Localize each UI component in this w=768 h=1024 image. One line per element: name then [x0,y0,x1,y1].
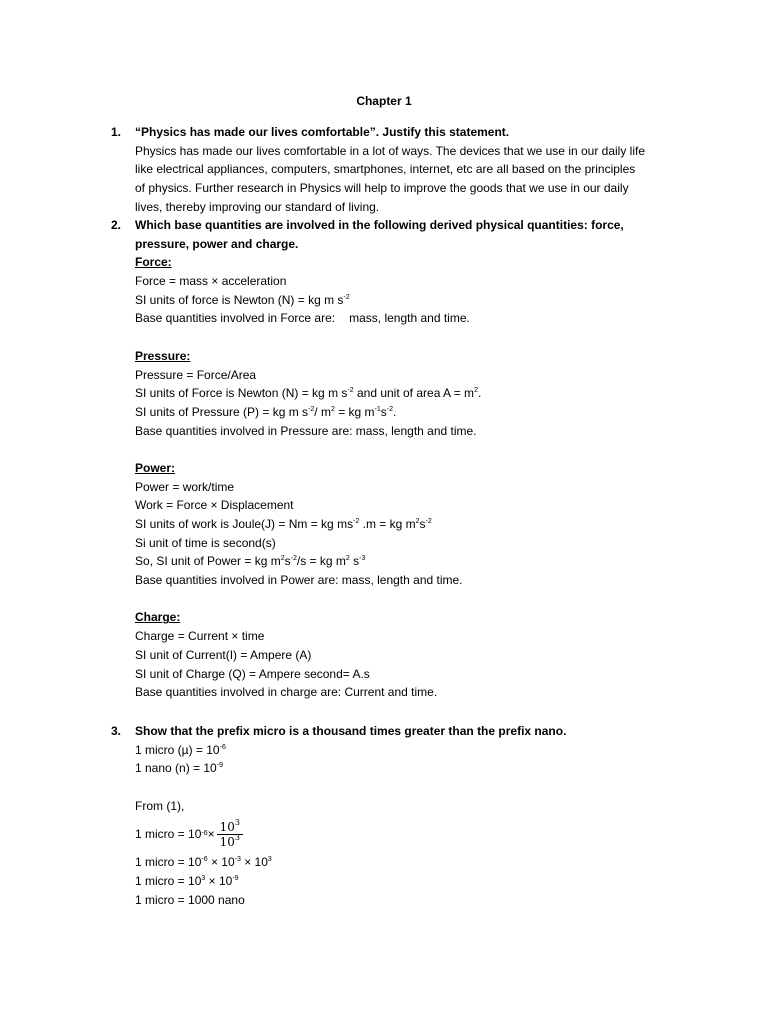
power-heading: Power: [135,460,176,475]
q3-number: 3. [111,724,122,738]
q1-answer-line: of physics. Further research in Physics will help to improve the goods that we use in our daily [135,181,629,196]
q3-block [135,722,695,910]
chapter-title: Chapter 1 [356,94,412,108]
power-line: Base quantities involved in Power are: mass, length and time. [135,573,463,588]
q2-question-line: Which base quantities are involved in the following derived physical quantities: force, [135,218,624,232]
force-line: Force = mass × acceleration [135,274,287,289]
power-line: So, SI unit of Power = kg $m^2s^{-2}/s$ = kg $m^2$ $s^{-3}$ [135,554,366,569]
power-line: Work = Force × Displacement [135,498,294,513]
power-line: Si unit of time is second(s) [135,535,276,550]
pressure-heading: Pressure: [135,348,191,363]
q1-answer-line: lives, thereby improving our standard of living. [135,199,380,214]
force-line: Base quantities involved in Force are: mass, length and time. [135,311,470,326]
fraction: $\frac{10^3}{10^3}$ [217,820,243,849]
force-line: SI units of force is Newton (N) = kg m $s^{-2}$ [135,292,350,307]
q3-question: Show that the prefix micro is a thousand times greater than the prefix nano. [135,724,567,738]
power-line: Power = work/time [135,479,235,494]
pressure-line: Base quantities involved in Pressure are: mass, length and time. [135,423,477,438]
q3-line: From (1), [135,798,185,813]
charge-line: SI unit of Charge (Q) = Ampere second= A.s [135,666,370,681]
q3-line: 1 micro = $10^3 \times 10^{-9}$ [135,874,239,889]
q1-answer-line: like electrical appliances, computers, smartphones, internet, etc are all based on the principles [135,162,636,177]
q2-question-line: pressure, power and charge. [135,236,299,251]
pressure-line: Pressure = Force/Area [135,367,257,382]
q1-answer-line: Physics has made our lives comfortable in a lot of ways. The devices that we use in our daily life [135,143,646,158]
pressure-line: SI units of Force is Newton (N) = kg m $s^{-2}$ and unit of area $A = m^2$. [135,386,482,401]
q3-line: 1 micro = 1000 nano [135,892,245,907]
charge-line: Base quantities involved in charge are: Current and time. [135,685,438,700]
q3-line: 1 nano $(n) = 10^{-9}$ [135,761,223,776]
q1-number: 1. [111,125,122,139]
q1-question: “Physics has made our lives comfortable”. Justify this statement. [135,125,510,139]
q3-fraction-line: 1 micro = 10 -6 × $\frac{10^3}{10^3}$ [135,815,695,853]
charge-line: Charge = Current × time [135,629,265,644]
q2-number: 2. [111,218,122,232]
q1-block [135,123,695,216]
charge-heading: Charge: [135,610,181,625]
q2-block [135,216,695,702]
q3-line: 1 micro $(\mu) = 10^{-6}$ [135,742,226,757]
power-line: SI units of work is Joule(J) = Nm = kg $ms^{-2}$ .m = kg $m^2s^{-2}$ [135,517,432,531]
pressure-line: SI units of Pressure (P) = kg m $s^{-2}/$ $m^2$ = kg $m^{-1}s^{-2}$. [135,404,397,419]
charge-line: SI unit of Current(I) = Ampere (A) [135,647,312,662]
q3-line: 1 micro = $10^{-6} \times 10^{-3} \times 10^3$ [135,855,272,870]
force-heading: Force: [135,255,172,270]
